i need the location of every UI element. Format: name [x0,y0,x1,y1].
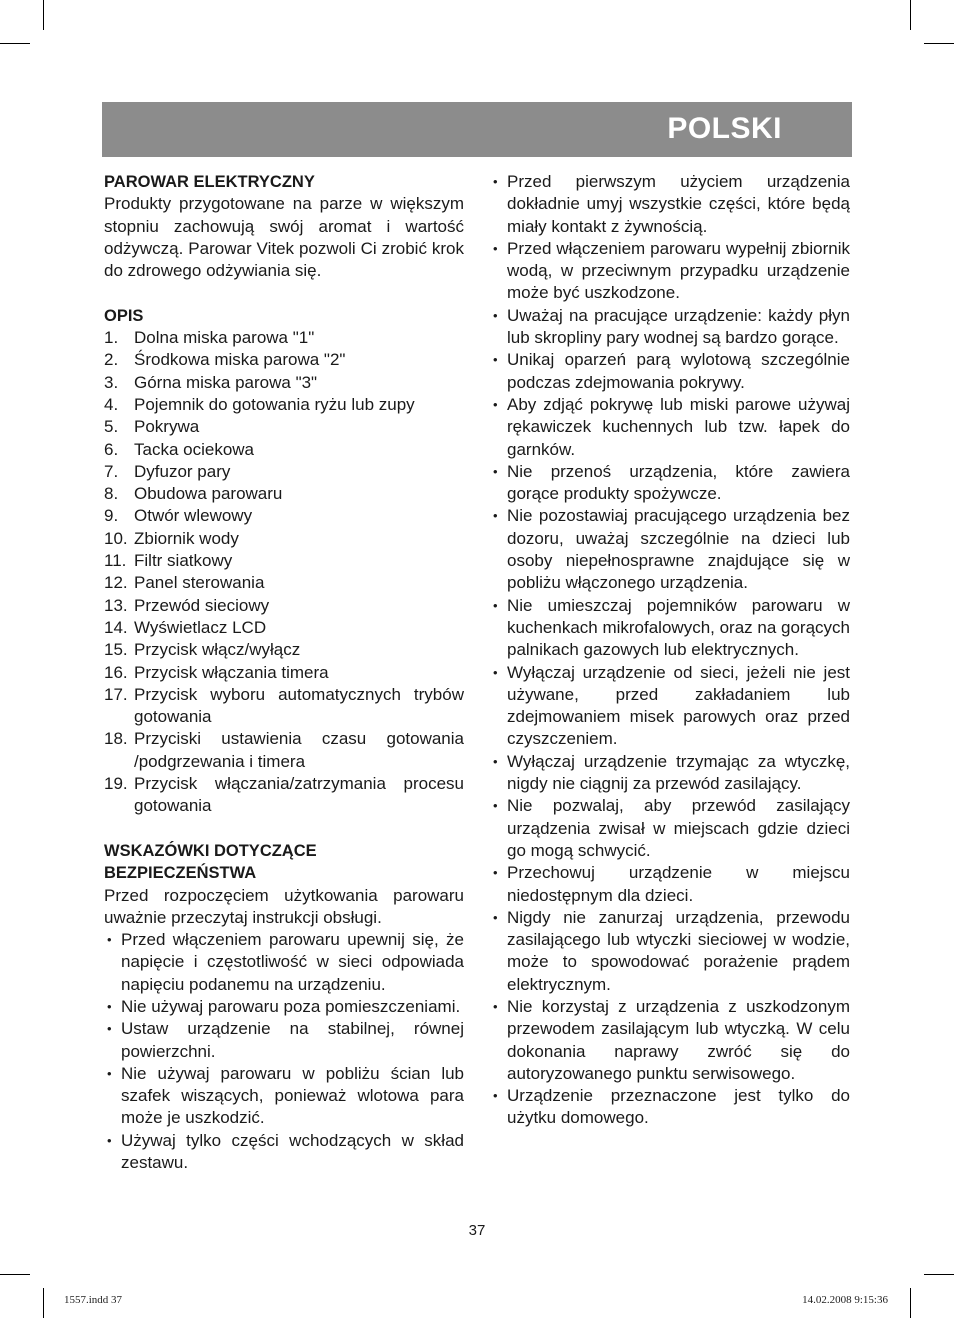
item-text: Zbiornik wody [134,528,239,548]
item-number: 19. [104,774,128,794]
bullet-item: • Nigdy nie zanurzaj urządzenia, przewodu zasilającego lub wtyczki sieciowej w wodzie, może to spowodować porażenie prądem elektrycznym. [490,907,850,996]
parts-list-item [104,572,464,594]
parts-list-item [104,684,464,729]
item-number: 2. [104,350,119,370]
print-timestamp: 14.02.2008 9:15:36 [802,1294,888,1306]
item-number: 8. [104,484,119,504]
safety-list [104,929,464,1174]
crop-mark [910,1288,911,1318]
parts-list-item [104,617,464,639]
item-text: Pokrywa [134,417,200,437]
section-heading: OPIS [104,306,144,325]
page-number: 37 [468,1222,486,1239]
bullet-item: • Wyłączaj urządzenie trzymając za wtyczkę, nigdy nie ciągnij za przewód zasilający. [490,751,850,796]
item-text: Górna miska parowa "3" [134,372,318,392]
right-column [490,171,850,1130]
item-number: 13. [104,595,128,615]
bullet-item: • Wyłączaj urządzenie od sieci, jeżeli nie jest używane, przed zakładaniem lub zdejmowaniem misek parowych oraz przed czyszczeniem. [490,662,850,751]
item-text: Wyświetlacz LCD [134,617,267,637]
safety-intro: Przed rozpoczęciem użytkowania parowaru uważnie przeczytaj instrukcji obsługi. [104,885,464,927]
item-text: Przewód sieciowy [134,595,270,615]
item-text: Przycisk włączania/zatrzymania procesu gotowania [134,774,464,816]
bullet-item: • Nie pozwalaj, aby przewód zasilający urządzenia zwisał w miejscach gdzie dzieci go mogą schwycić. [490,795,850,862]
item-number: 1. [104,328,119,348]
bullet-item: • Nie korzystaj z urządzenia z uszkodzonym przewodem zasilającym lub wtyczką. W celu dokonania naprawy zwróć się do autoryzowanego punktu serwisowego. [490,996,850,1085]
section-heading: WSKAZÓWKI DOTYCZĄCE [104,841,317,860]
section-heading: PAROWAR ELEKTRYCZNY [104,173,315,191]
parts-list-item [104,394,464,416]
item-text: Pojemnik do gotowania ryżu lub zupy [134,394,415,414]
crop-mark [43,0,44,30]
parts-list-item [104,461,464,483]
item-number: 5. [104,417,119,437]
bullet-item: • Uważaj na pracujące urządzenie: każdy płyn lub skropliny pary wodnej są bardzo gorące. [490,305,850,350]
item-text: Dolna miska parowa "1" [134,328,315,348]
bullet-item: • Używaj tylko części wchodzących w skład zestawu. [104,1130,464,1175]
intro-paragraph: Produkty przygotowane na parze w większym stopniu zachowują swój aromat i wartość odżywczą. Parowar Vitek pozwoli Ci zrobić krok do zdrowego odżywiania się. [104,194,464,281]
bullet-item: • Nie pozostawiaj pracującego urządzenia bez dozoru, uważaj szczególnie na dzieci lub osoby niepełnosprawne znajdujące się w pobliżu włączonego urządzenia. [490,505,850,594]
item-number: 17. [104,684,128,704]
item-text: Przycisk włączania timera [134,662,329,682]
item-number: 16. [104,662,128,682]
item-text: Filtr siatkowy [134,551,233,571]
parts-list-item [104,773,464,818]
item-number: 12. [104,573,128,593]
safety-list [490,171,850,1130]
parts-list-item [104,372,464,394]
parts-list-item [104,327,464,349]
item-text: Przyciski ustawienia czasu gotowania /podgrzewania i timera [134,729,464,771]
parts-list-item [104,550,464,572]
parts-list-item [104,439,464,461]
parts-list-item [104,349,464,371]
item-number: 11. [104,551,127,571]
file-slug: 1557.indd 37 [64,1294,123,1306]
item-number: 14. [104,617,128,637]
section-heading: BEZPIECZEŃSTWA [104,864,257,883]
bullet-item: • Nie używaj parowaru poza pomieszczeniami. [104,996,464,1018]
language-title: POLSKI [667,112,782,145]
item-number: 7. [104,461,119,481]
bullet-item: • Przechowuj urządzenie w miejscu niedostępnym dla dzieci. [490,862,850,907]
parts-list-item [104,416,464,438]
item-number: 4. [104,394,119,414]
item-text: Przycisk wyboru automatycznych trybów gotowania [134,684,464,727]
parts-list-item [104,528,464,550]
item-text: Środkowa miska parowa "2" [134,350,346,370]
bullet-item: • Ustaw urządzenie na stabilnej, równej powierzchni. [104,1018,464,1063]
parts-list-item [104,595,464,617]
item-text: Panel sterowania [134,573,265,593]
crop-mark [924,1274,954,1275]
parts-list-item [104,639,464,661]
item-number: 9. [104,506,119,526]
item-number: 10. [104,528,128,548]
item-number: 6. [104,439,119,459]
item-text: Przycisk włącz/wyłącz [134,640,301,660]
parts-list-item [104,505,464,527]
item-number: 18. [104,729,128,749]
item-text: Otwór wlewowy [134,506,253,526]
item-number: 15. [104,640,128,660]
crop-mark [43,1288,44,1318]
crop-mark [0,43,30,44]
bullet-item: • Unikaj oparzeń parą wylotową szczególnie podczas zdejmowania pokrywy. [490,349,850,394]
bullet-item: • Przed włączeniem parowaru wypełnij zbiornik wodą, w przeciwnym przypadku urządzenie może być uszkodzone. [490,238,850,305]
bullet-item: • Urządzenie przeznaczone jest tylko do użytku domowego. [490,1085,850,1130]
parts-list-item [104,728,464,773]
left-column [104,171,464,1174]
bullet-item: • Nie używaj parowaru w pobliżu ścian lub szafek wiszących, ponieważ wlotowa para może je uszkodzić. [104,1063,464,1130]
crop-mark [924,43,954,44]
item-text: Tacka ociekowa [134,439,255,459]
bullet-item: • Nie umieszczaj pojemników parowaru w kuchenkach mikrofalowych, oraz na gorących palnikach gazowych lub elektrycznych. [490,595,850,662]
item-number: 3. [104,372,119,392]
language-banner [102,102,852,157]
item-text: Obudowa parowaru [134,484,283,504]
bullet-item: • Przed pierwszym użyciem urządzenia dokładnie umyj wszystkie części, które będą miały kontakt z żywnością. [490,171,850,238]
bullet-item: • Aby zdjąć pokrywę lub miski parowe używaj rękawiczek kuchennych lub tzw. łapek do garnków. [490,394,850,461]
parts-list [104,327,464,818]
parts-list-item [104,483,464,505]
crop-mark [910,0,911,30]
parts-list-item [104,662,464,684]
bullet-item: • Nie przenoś urządzenia, które zawiera gorące produkty spożywcze. [490,461,850,506]
item-text: Dyfuzor pary [134,461,231,481]
bullet-item: • Przed włączeniem parowaru upewnij się, że napięcie i częstotliwość w sieci odpowiada napięciu podanemu na urządzeniu. [104,929,464,996]
crop-mark [0,1274,30,1275]
